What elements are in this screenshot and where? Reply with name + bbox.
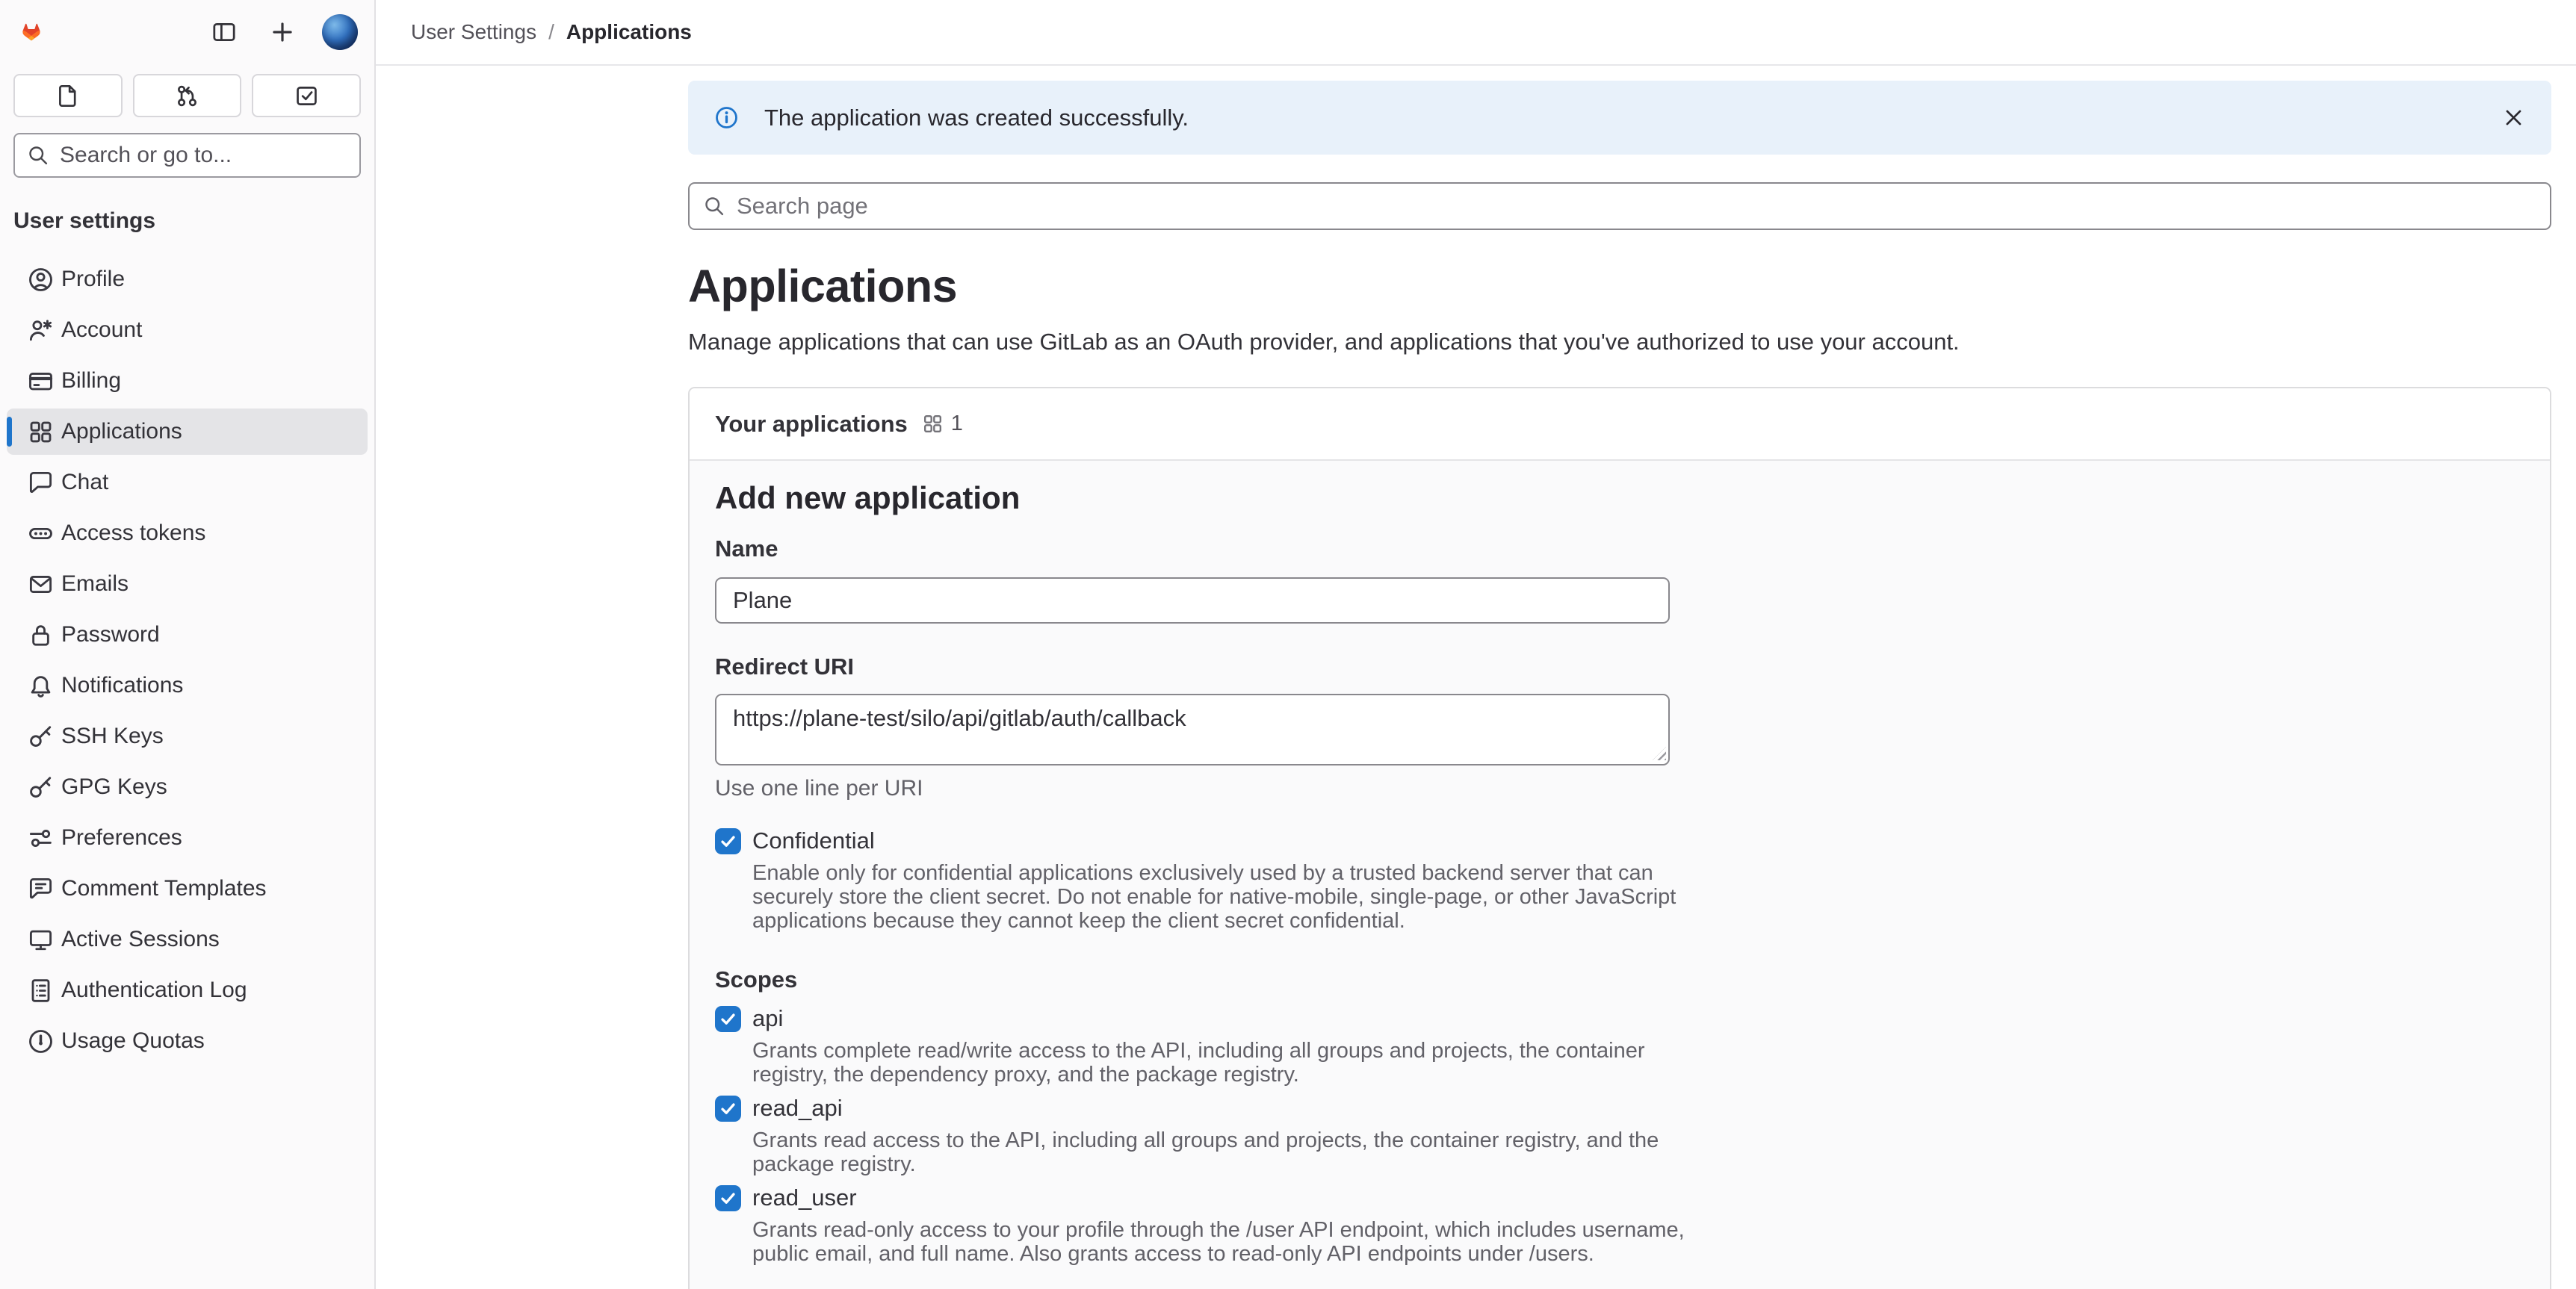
add-application-heading: Add new application: [715, 480, 1021, 515]
profile-icon: [28, 267, 54, 293]
sidebar-item-label: Notifications: [61, 673, 184, 698]
page-content: [376, 66, 2576, 1289]
redirect-uri-wrap: [715, 694, 1670, 765]
breadcrumb-user-settings[interactable]: User Settings: [411, 20, 537, 43]
breadcrumb: [376, 0, 2576, 66]
name-label: Name: [715, 535, 778, 562]
scope-row-read_api: [715, 1094, 2524, 1176]
avatar[interactable]: [322, 14, 358, 50]
page-title: Applications: [688, 261, 958, 311]
scope-read_api-help: Grants read access to the API, including all groups and projects, the container registry, and the package registry.: [752, 1128, 1659, 1176]
scope-read_api-label[interactable]: read_api: [752, 1095, 843, 1121]
applications-count: 1: [950, 411, 963, 435]
card-title: Your applications: [715, 410, 908, 437]
sidebar-section-title: User settings: [13, 208, 156, 233]
applications-card: [688, 387, 2551, 1289]
sidebar-item-notifications[interactable]: [7, 662, 368, 709]
sidebar-item-label: Billing: [61, 368, 122, 393]
search-or-go-to-label: Search or go to...: [60, 143, 232, 167]
sidebar-item-label: Preferences: [61, 825, 182, 850]
alert-text: The application was created successfully.: [764, 104, 1189, 131]
sidebar-item-gpg-keys[interactable]: [7, 764, 368, 810]
applications-icon: [28, 419, 54, 445]
breadcrumb-separator: /: [548, 20, 554, 43]
sidebar-item-label: Authentication Log: [61, 978, 247, 1002]
create-new-button[interactable]: [270, 19, 295, 45]
sidebar-item-label: Account: [61, 317, 143, 342]
active-sessions-icon: [28, 927, 54, 953]
sidebar-item-preferences[interactable]: [7, 815, 368, 861]
page-search-input[interactable]: [735, 192, 2536, 220]
sidebar-item-billing[interactable]: [7, 358, 368, 404]
scope-read_user-label[interactable]: read_user: [752, 1184, 857, 1211]
emails-icon: [28, 571, 54, 597]
sidebar-item-label: Access tokens: [61, 521, 206, 545]
sidebar-item-applications[interactable]: [7, 409, 368, 455]
sidebar-item-usage-quotas[interactable]: [7, 1018, 368, 1064]
search-icon: [27, 144, 49, 167]
scope-row-read_user: [715, 1184, 2524, 1266]
sidebar-item-access-tokens[interactable]: [7, 510, 368, 556]
sidebar-item-label: Emails: [61, 571, 129, 596]
chat-icon: [28, 470, 54, 496]
info-icon: [714, 105, 739, 130]
scope-read_user-help: Grants read-only access to your profile through the /user API endpoint, which includes username, public email, and full name. Also grants access to read-only API endpoints under /users.: [752, 1218, 1685, 1266]
confidential-label[interactable]: Confidential: [752, 827, 875, 854]
account-icon: [28, 317, 54, 344]
gpg-keys-icon: [28, 774, 54, 801]
sidebar-item-label: Comment Templates: [61, 876, 267, 901]
sidebar-item-label: SSH Keys: [61, 724, 164, 748]
sidebar-top-row: [0, 13, 374, 51]
sidebar-item-authentication-log[interactable]: [7, 967, 368, 1013]
sidebar: [0, 0, 376, 1289]
scope-api-checkbox[interactable]: [715, 1006, 741, 1032]
merge-request-icon: [175, 84, 199, 108]
sidebar-item-comment-templates[interactable]: [7, 866, 368, 912]
issues-icon: [55, 84, 80, 108]
confidential-checkbox[interactable]: [715, 828, 741, 854]
access-tokens-icon: [28, 521, 54, 547]
ssh-keys-icon: [28, 724, 54, 750]
scope-read_api-checkbox[interactable]: [715, 1096, 741, 1122]
page-search: [688, 182, 2551, 230]
search-or-go-to-button[interactable]: [13, 133, 361, 178]
comment-templates-icon: [28, 876, 54, 902]
sidebar-toggle-button[interactable]: [211, 19, 237, 45]
sidebar-item-emails[interactable]: [7, 561, 368, 607]
applications-card-body: [690, 461, 2550, 1289]
todos-shortcut-button[interactable]: [252, 74, 361, 117]
scope-api-help: Grants complete read/write access to the API, including all groups and projects, the container registry, the dependency proxy, and the package registry.: [752, 1039, 1645, 1087]
applications-grid-icon: [922, 413, 944, 435]
breadcrumb-applications: Applications: [566, 20, 692, 43]
scope-row-api: [715, 1004, 2524, 1087]
sidebar-item-label: Chat: [61, 470, 109, 494]
billing-icon: [28, 368, 54, 394]
sidebar-item-label: Applications: [61, 419, 182, 444]
sidebar-item-ssh-keys[interactable]: [7, 713, 368, 760]
gitlab-logo-icon[interactable]: [13, 15, 49, 49]
sidebar-item-label: Profile: [61, 267, 126, 291]
alert-banner: [688, 81, 2551, 155]
usage-quotas-icon: [28, 1028, 54, 1055]
main-column: [376, 0, 2576, 1289]
active-indicator: [7, 417, 12, 447]
search-icon: [703, 195, 725, 217]
sidebar-item-label: Usage Quotas: [61, 1028, 205, 1053]
sidebar-shortcuts: [0, 74, 374, 117]
sidebar-item-label: Password: [61, 622, 160, 647]
page-description: Manage applications that can use GitLab as an OAuth provider, and applications that you've authorized to use your account.: [688, 329, 1960, 355]
redirect-uri-label: Redirect URI: [715, 653, 855, 680]
sidebar-item-password[interactable]: [7, 612, 368, 658]
issues-shortcut-button[interactable]: [13, 74, 123, 117]
authentication-log-icon: [28, 978, 54, 1004]
sidebar-item-profile[interactable]: [7, 256, 368, 302]
name-input[interactable]: [715, 577, 1670, 624]
merge-requests-shortcut-button[interactable]: [133, 74, 242, 117]
alert-close-button[interactable]: [2502, 106, 2525, 129]
scopes-list: [715, 1004, 2524, 1266]
scope-api-label[interactable]: api: [752, 1005, 784, 1031]
sidebar-item-chat[interactable]: [7, 459, 368, 506]
confidential-row: [715, 827, 2524, 933]
sidebar-item-account[interactable]: [7, 307, 368, 353]
preferences-icon: [28, 825, 54, 851]
todo-done-icon: [294, 84, 319, 108]
confidential-help: Enable only for confidential applications exclusively used by a trusted backend server that can securely store the client secret. Do not enable for native-mobile, single-page, or other JavaScript applications because they cannot keep the client secret confidential.: [752, 861, 1676, 933]
sidebar-nav: [0, 256, 374, 1064]
redirect-uri-textarea[interactable]: [715, 694, 1670, 765]
applications-card-header: [690, 388, 2550, 461]
password-icon: [28, 622, 54, 648]
sidebar-item-label: Active Sessions: [61, 927, 220, 951]
scope-read_user-checkbox[interactable]: [715, 1185, 741, 1211]
sidebar-item-label: GPG Keys: [61, 774, 167, 799]
scopes-label: Scopes: [715, 966, 798, 993]
sidebar-item-active-sessions[interactable]: [7, 916, 368, 963]
notifications-icon: [28, 673, 54, 699]
redirect-uri-help: Use one line per URI: [715, 776, 923, 801]
